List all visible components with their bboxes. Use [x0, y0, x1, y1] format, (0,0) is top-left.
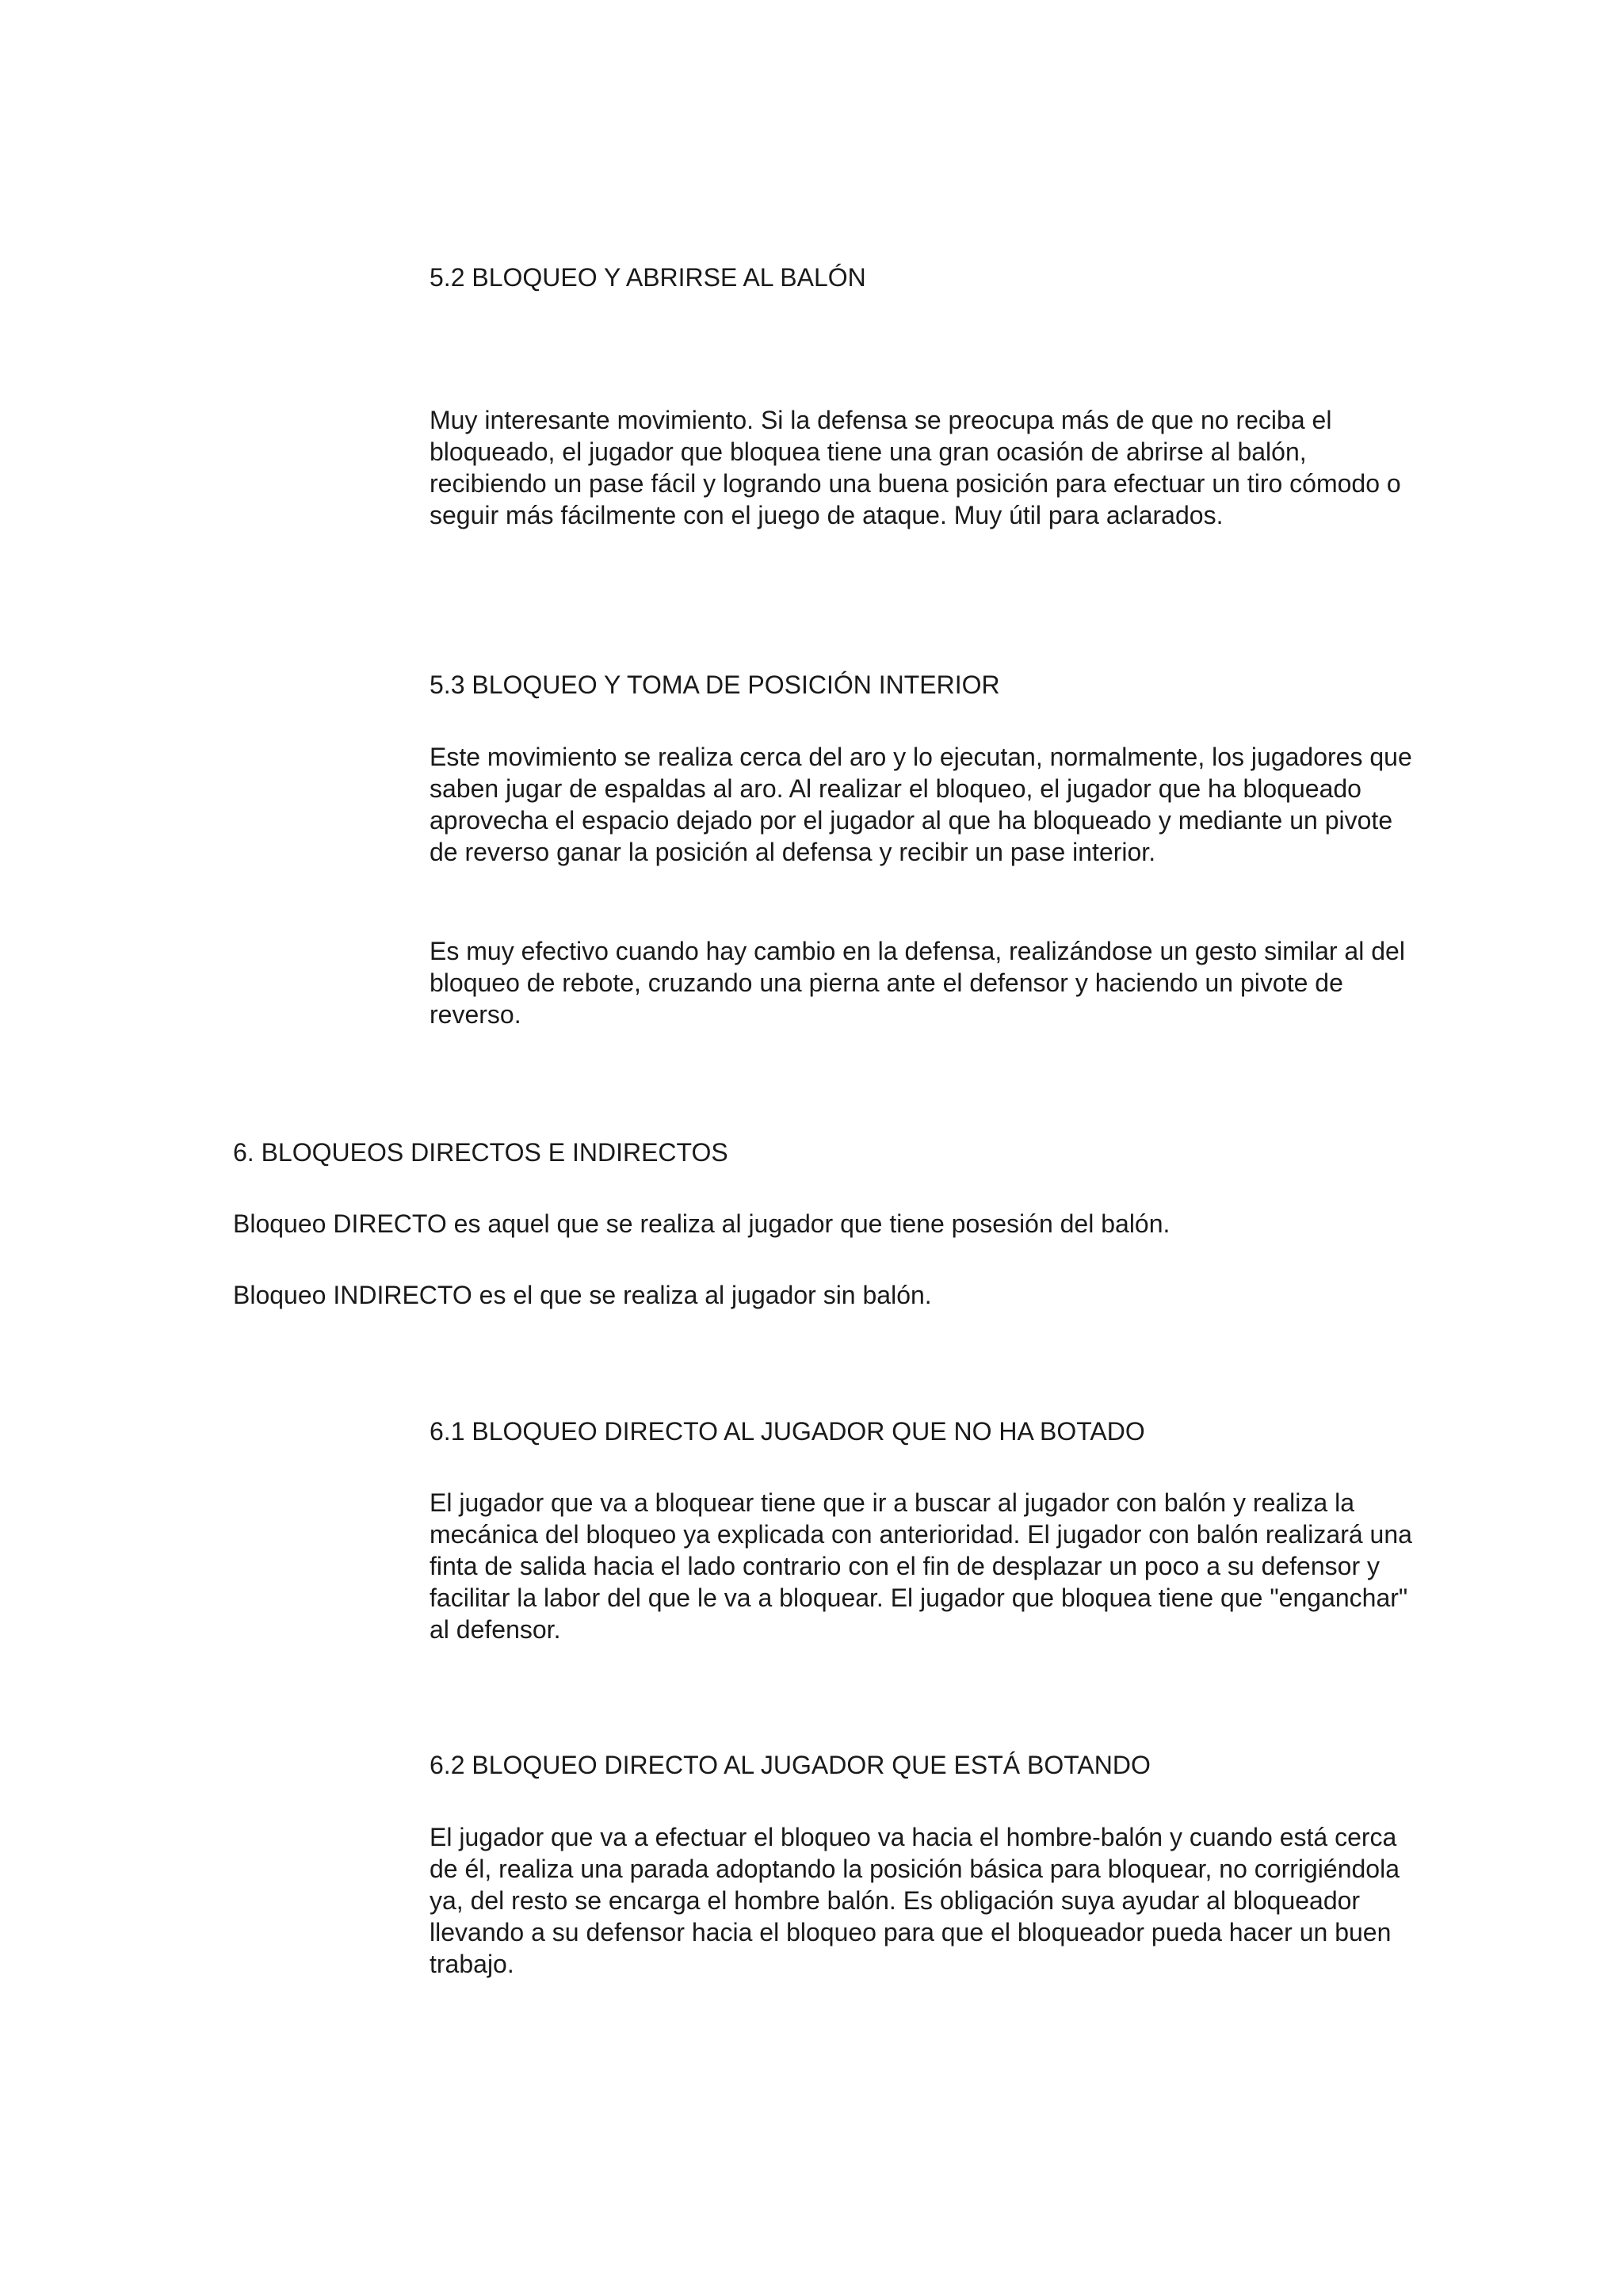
- section-6-2-paragraph: El jugador que va a efectuar el bloqueo va hacia el hombre-balón y cuando está cerca de él, realiza una parada adoptando la posición básica para bloquear, no corrigiéndola ya, del resto se encarga el hombre balón. Es obligación suya ayudar al bloqueador llevando a su defensor hacia el bloqueo para que el bloqueador pueda hacer un buen trabajo.: [430, 1823, 1400, 1978]
- section-5-3-paragraph-1: Este movimiento se realiza cerca del aro y lo ejecutan, normalmente, los jugadores que saben jugar de espaldas al aro. Al realizar el bloqueo, el jugador que ha bloqueado aprovecha el espacio dejado por el jugador al que ha bloqueado y mediante un pivote de reverso ganar la posición al defensa y recibir un pase interior.: [430, 743, 1412, 866]
- section-5-3-heading: 5.3 BLOQUEO Y TOMA DE POSICIÓN INTERIOR: [430, 670, 1000, 699]
- section-5-2-paragraph: Muy interesante movimiento. Si la defensa se preocupa más de que no reciba el bloqueado, el jugador que bloquea tiene una gran ocasión de abrirse al balón, recibiendo un pase fácil y logrando una buena posición para efectuar un tiro cómodo o seguir más fácilmente con el juego de ataque. Muy útil para aclarados.: [430, 406, 1401, 529]
- section-5-2-heading: 5.2 BLOQUEO Y ABRIRSE AL BALÓN: [430, 263, 866, 292]
- section-6-1-paragraph: El jugador que va a bloquear tiene que ir a buscar al jugador con balón y realiza la mecánica del bloqueo ya explicada con anterioridad. El jugador con balón realizará una finta de salida hacia el lado contrario con el fin de desplazar un poco a su defensor y facilitar la labor del que le va a bloquear. El jugador que bloquea tiene que "enganchar" al defensor.: [430, 1488, 1412, 1644]
- section-6-heading: 6. BLOQUEOS DIRECTOS E INDIRECTOS: [233, 1138, 728, 1167]
- section-6-1-heading: 6.1 BLOQUEO DIRECTO AL JUGADOR QUE NO HA BOTADO: [430, 1417, 1145, 1446]
- section-6-paragraph-2: Bloqueo INDIRECTO es el que se realiza al jugador sin balón.: [233, 1281, 932, 1309]
- section-6-2-heading: 6.2 BLOQUEO DIRECTO AL JUGADOR QUE ESTÁ BOTANDO: [430, 1751, 1151, 1779]
- section-6-paragraph-1: Bloqueo DIRECTO es aquel que se realiza al jugador que tiene posesión del balón.: [233, 1209, 1170, 1238]
- section-5-3-paragraph-2: Es muy efectivo cuando hay cambio en la defensa, realizándose un gesto similar al del bloqueo de rebote, cruzando una pierna ante el defensor y haciendo un pivote de reverso.: [430, 937, 1405, 1029]
